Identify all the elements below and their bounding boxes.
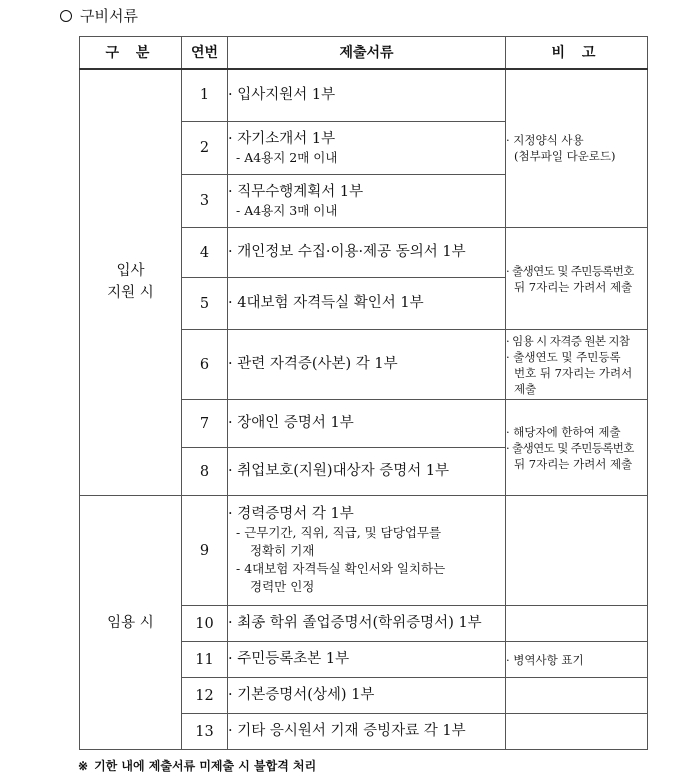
row-number: 11	[182, 642, 228, 678]
document-item: · 기본증명서(상세) 1부	[228, 678, 506, 714]
note-empty	[506, 496, 648, 606]
category-appointment: 임용 시	[80, 496, 182, 750]
table-row	[80, 69, 648, 122]
category-application	[80, 69, 182, 496]
header-documents: 제출서류	[228, 37, 506, 69]
document-item: · 4대보험 자격득실 확인서 1부	[228, 278, 506, 330]
note-certificate: · 임용 시 자격증 원본 지참 · 출생연도 및 주민등록 번호 뒤 7자리는 가려서 제출	[506, 330, 648, 400]
section-heading	[60, 5, 138, 27]
row-number: 10	[182, 606, 228, 642]
note-military: · 병역사항 표기	[506, 642, 648, 678]
document-item: · 장애인 증명서 1부	[228, 400, 506, 448]
document-item: · 기타 응시원서 기재 증빙자료 각 1부	[228, 714, 506, 750]
table-row	[80, 496, 648, 606]
reference-mark: ※	[78, 759, 89, 773]
row-number: 13	[182, 714, 228, 750]
note-empty	[506, 714, 648, 750]
document-item: · 최종 학위 졸업증명서(학위증명서) 1부	[228, 606, 506, 642]
circle-bullet-icon	[60, 10, 72, 22]
note-template: · 지정양식 사용 (첨부파일 다운로드)	[506, 69, 648, 228]
document-item: · 관련 자격증(사본) 각 1부	[228, 330, 506, 400]
row-number: 12	[182, 678, 228, 714]
header-number: 연번	[182, 37, 228, 69]
row-number: 2	[182, 122, 228, 175]
note-birth-masking: · 출생연도 및 주민등록번호 뒤 7자리는 가려서 제출	[506, 228, 648, 330]
footnote	[78, 756, 316, 776]
document-item: · 자기소개서 1부 - A4용지 2매 이내	[228, 122, 506, 175]
document-item: · 개인정보 수집·이용·제공 동의서 1부	[228, 228, 506, 278]
document-item: · 경력증명서 각 1부 - 근무기간, 직위, 직급, 및 담당업무를 정확히 기재 - 4대보험 자격득실 확인서와 일치하는 경력만 인정	[228, 496, 506, 606]
note-empty	[506, 678, 648, 714]
row-number: 1	[182, 69, 228, 122]
row-number: 3	[182, 175, 228, 228]
footnote-text: 기한 내에 제출서류 미제출 시 불합격 처리	[94, 759, 317, 773]
row-number: 4	[182, 228, 228, 278]
category-application-line2: 지원 시	[107, 285, 154, 302]
document-item: · 주민등록초본 1부	[228, 642, 506, 678]
required-documents-table	[79, 36, 648, 750]
header-note: 비 고	[506, 37, 648, 69]
document-item: · 직무수행계획서 1부 - A4용지 3매 이내	[228, 175, 506, 228]
document-item: · 취업보호(지원)대상자 증명서 1부	[228, 448, 506, 496]
header-category: 구 분	[80, 37, 182, 69]
row-number: 7	[182, 400, 228, 448]
category-application-line1: 입사	[116, 263, 145, 280]
row-number: 8	[182, 448, 228, 496]
table-header-row	[80, 37, 648, 69]
document-item: · 입사지원서 1부	[228, 69, 506, 122]
row-number: 6	[182, 330, 228, 400]
note-eligible: · 해당자에 한하여 제출 · 출생연도 및 주민등록번호 뒤 7자리는 가려서 제출	[506, 400, 648, 496]
section-title: 구비서류	[80, 7, 138, 25]
note-empty	[506, 606, 648, 642]
row-number: 9	[182, 496, 228, 606]
row-number: 5	[182, 278, 228, 330]
